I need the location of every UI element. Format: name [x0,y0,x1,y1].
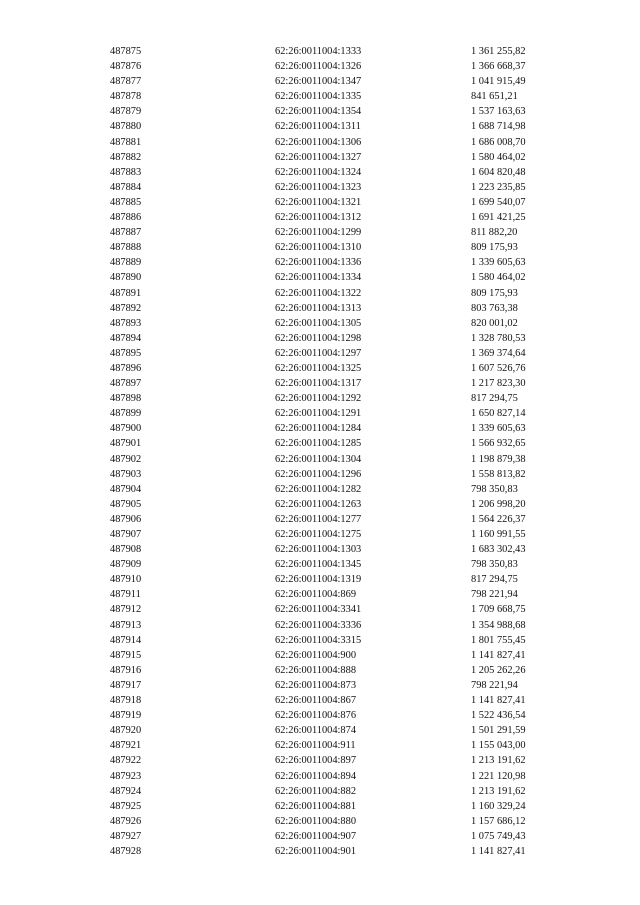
cadastral-number-cell: 62:26:0011004:907 [275,830,357,842]
cadastral-number-cell: 62:26:0011004:1291 [275,408,362,420]
cadastral-value-cell: 1 223 235,85 [471,181,526,193]
table-row [110,74,571,89]
record-number-cell: 487897 [110,378,142,390]
record-number-cell: 487883 [110,166,142,178]
table-row [110,467,571,482]
record-number-cell: 487902 [110,453,142,465]
record-number-cell: 487888 [110,242,142,254]
table-row [110,618,571,633]
cadastral-number-cell: 62:26:0011004:880 [275,815,357,827]
cadastral-value-cell: 1 607 526,76 [471,362,526,374]
cadastral-value-cell: 1 221 120,98 [471,770,526,782]
cadastral-number-cell: 62:26:0011004:867 [275,695,357,707]
record-number-cell: 487889 [110,257,142,269]
cadastral-number-cell: 62:26:0011004:1282 [275,483,362,495]
cadastral-number-cell: 62:26:0011004:873 [275,679,357,691]
table-row [110,89,571,104]
cadastral-value-cell: 809 175,93 [471,242,518,254]
table-row [110,225,571,240]
cadastral-number-cell: 62:26:0011004:1345 [275,559,362,571]
record-number-cell: 487923 [110,770,142,782]
record-number-cell: 487928 [110,845,142,857]
table-row [110,512,571,527]
table-row [110,663,571,678]
cadastral-number-cell: 62:26:0011004:3341 [275,604,362,616]
cadastral-number-cell: 62:26:0011004:1263 [275,498,362,510]
record-number-cell: 487877 [110,76,142,88]
record-number-cell: 487915 [110,649,142,661]
cadastral-number-cell: 62:26:0011004:881 [275,800,357,812]
cadastral-number-cell: 62:26:0011004:1325 [275,362,362,374]
cadastral-value-cell: 809 175,93 [471,287,518,299]
cadastral-value-cell: 1 537 163,63 [471,106,526,118]
cadastral-number-cell: 62:26:0011004:1354 [275,106,362,118]
record-number-cell: 487911 [110,589,141,601]
table-row [110,44,571,59]
cadastral-number-cell: 62:26:0011004:1285 [275,438,362,450]
record-number-cell: 487876 [110,61,142,73]
record-number-cell: 487920 [110,725,142,737]
cadastral-number-cell: 62:26:0011004:1333 [275,46,362,57]
cadastral-value-cell: 820 001,02 [471,317,518,329]
table-row [110,633,571,648]
record-number-cell: 487903 [110,468,142,480]
record-number-cell: 487922 [110,755,142,767]
cadastral-value-cell: 1 709 668,75 [471,604,526,616]
record-number-cell: 487907 [110,529,142,540]
cadastral-number-cell: 62:26:0011004:1310 [275,242,362,254]
cadastral-value-cell: 1 141 827,41 [471,845,526,857]
cadastral-value-cell: 1 558 813,82 [471,468,526,480]
table-row [110,542,571,557]
cadastral-number-cell: 62:26:0011004:1347 [275,76,362,88]
cadastral-value-cell: 1 041 915,49 [471,76,526,88]
table-row [110,255,571,270]
cadastral-number-cell: 62:26:0011004:1335 [275,91,362,103]
cadastral-number-cell: 62:26:0011004:1297 [275,347,362,359]
table-row [110,346,571,361]
cadastral-number-cell: 62:26:0011004:1322 [275,287,362,299]
record-number-cell: 487875 [110,46,142,57]
cadastral-number-cell: 62:26:0011004:1306 [275,136,362,148]
table-body [110,44,571,859]
table-row [110,331,571,346]
cadastral-value-cell: 1 217 823,30 [471,378,526,390]
record-number-cell: 487924 [110,785,142,797]
table-row [110,602,571,617]
table-row [110,814,571,829]
record-number-cell: 487904 [110,483,142,495]
table-row [110,482,571,497]
cadastral-number-cell: 62:26:0011004:1312 [275,212,362,224]
table-row [110,452,571,467]
cadastral-value-cell: 1 522 436,54 [471,710,526,722]
table-row [110,210,571,225]
record-number-cell: 487884 [110,181,142,193]
record-number-cell: 487880 [110,121,142,133]
cadastral-number-cell: 62:26:0011004:3315 [275,634,362,646]
table-row [110,135,571,150]
record-number-cell: 487905 [110,498,142,510]
cadastral-number-cell: 62:26:0011004:1305 [275,317,362,329]
cadastral-number-cell: 62:26:0011004:1323 [275,181,362,193]
table-row [110,557,571,572]
record-number-cell: 487895 [110,347,142,359]
cadastral-value-cell: 798 221,94 [471,589,518,601]
cadastral-value-cell: 1 604 820,48 [471,166,526,178]
cadastral-value-cell: 1 801 755,45 [471,634,526,646]
record-number-cell: 487890 [110,272,142,284]
cadastral-number-cell: 62:26:0011004:1298 [275,332,362,344]
cadastral-value-cell: 1 160 329,24 [471,800,526,812]
cadastral-number-cell: 62:26:0011004:1311 [275,121,361,133]
cadastral-value-cell: 1 691 421,25 [471,212,526,224]
cadastral-number-cell: 62:26:0011004:874 [275,725,357,737]
record-number-cell: 487878 [110,91,142,103]
record-number-cell: 487912 [110,604,142,616]
table-row [110,150,571,165]
cadastral-value-cell: 1 160 991,55 [471,529,526,540]
record-number-cell: 487918 [110,695,142,707]
table-row [110,769,571,784]
cadastral-value-cell: 1 354 988,68 [471,619,526,631]
table-row [110,753,571,768]
cadastral-number-cell: 62:26:0011004:1317 [275,378,362,390]
record-number-cell: 487926 [110,815,142,827]
record-number-cell: 487882 [110,151,142,163]
cadastral-value-cell: 1 683 302,43 [471,544,526,556]
cadastral-number-cell: 62:26:0011004:1313 [275,302,362,314]
table-row [110,119,571,134]
cadastral-value-cell: 1 580 464,02 [471,151,526,163]
table-row [110,693,571,708]
table-row [110,104,571,119]
cadastral-value-cell: 803 763,38 [471,302,518,314]
table-row [110,406,571,421]
table-row [110,723,571,738]
record-number-cell: 487898 [110,393,142,405]
record-number-cell: 487909 [110,559,142,571]
cadastral-value-cell: 1 075 749,43 [471,830,526,842]
record-number-cell: 487913 [110,619,142,631]
table-row [110,240,571,255]
record-number-cell: 487916 [110,664,142,676]
cadastral-number-cell: 62:26:0011004:894 [275,770,357,782]
table-row [110,708,571,723]
cadastral-number-cell: 62:26:0011004:1326 [275,61,362,73]
cadastral-value-cell: 1 699 540,07 [471,196,526,208]
record-number-cell: 487914 [110,634,142,646]
table-row [110,678,571,693]
table-row [110,270,571,285]
table-row [110,648,571,663]
cadastral-value-cell: 1 141 827,41 [471,649,526,661]
table-row [110,799,571,814]
table-row [110,286,571,301]
cadastral-value-cell: 811 882,20 [471,227,518,239]
record-number-cell: 487894 [110,332,142,344]
cadastral-number-cell: 62:26:0011004:1327 [275,151,362,163]
cadastral-value-cell: 1 339 605,63 [471,423,526,435]
cadastral-number-cell: 62:26:0011004:897 [275,755,357,767]
record-number-cell: 487908 [110,544,142,556]
table-row [110,587,571,602]
cadastral-number-cell: 62:26:0011004:1277 [275,513,362,525]
cadastral-number-cell: 62:26:0011004:1324 [275,166,362,178]
cadastral-value-cell: 841 651,21 [471,91,518,103]
cadastral-value-cell: 1 564 226,37 [471,513,526,525]
table-row [110,572,571,587]
cadastral-number-cell: 62:26:0011004:1304 [275,453,362,465]
table-row [110,180,571,195]
record-number-cell: 487917 [110,679,142,691]
table-row [110,165,571,180]
cadastral-number-cell: 62:26:0011004:1321 [275,196,362,208]
cadastral-number-cell: 62:26:0011004:1336 [275,257,362,269]
cadastral-value-cell: 1 205 262,26 [471,664,526,676]
cadastral-number-cell: 62:26:0011004:1292 [275,393,362,405]
cadastral-value-cell: 798 350,83 [471,559,518,571]
cadastral-number-cell: 62:26:0011004:869 [275,589,357,601]
table-row [110,527,571,542]
cadastral-number-cell: 62:26:0011004:1319 [275,574,362,586]
record-number-cell: 487901 [110,438,142,450]
cadastral-value-cell: 1 566 932,65 [471,438,526,450]
cadastral-value-cell: 1 157 686,12 [471,815,526,827]
cadastral-number-cell: 62:26:0011004:1334 [275,272,362,284]
cadastral-value-cell: 798 221,94 [471,679,518,691]
cadastral-value-cell: 1 688 714,98 [471,121,526,133]
table-row [110,497,571,512]
cadastral-value-cell: 817 294,75 [471,574,518,586]
cadastral-number-cell: 62:26:0011004:1275 [275,529,362,540]
record-number-cell: 487921 [110,740,142,752]
cadastral-value-cell: 1 141 827,41 [471,695,526,707]
cadastral-number-cell: 62:26:0011004:1284 [275,423,362,435]
cadastral-value-cell: 817 294,75 [471,393,518,405]
cadastral-value-cell: 1 369 374,64 [471,347,526,359]
table-row [110,421,571,436]
cadastral-value-cell: 1 213 191,62 [471,785,526,797]
table-row [110,829,571,844]
cadastral-number-cell: 62:26:0011004:882 [275,785,357,797]
cadastral-value-cell: 1 650 827,14 [471,408,526,420]
cadastral-value-table [110,44,571,859]
cadastral-value-cell: 1 501 291,59 [471,725,526,737]
record-number-cell: 487879 [110,106,142,118]
record-number-cell: 487881 [110,136,142,148]
cadastral-number-cell: 62:26:0011004:1303 [275,544,362,556]
record-number-cell: 487896 [110,362,142,374]
record-number-cell: 487887 [110,227,142,239]
cadastral-value-cell: 1 213 191,62 [471,755,526,767]
cadastral-number-cell: 62:26:0011004:1296 [275,468,362,480]
table-row [110,376,571,391]
cadastral-value-cell: 1 580 464,02 [471,272,526,284]
table-row [110,436,571,451]
record-number-cell: 487899 [110,408,142,420]
cadastral-value-cell: 798 350,83 [471,483,518,495]
cadastral-value-cell: 1 361 255,82 [471,46,526,57]
cadastral-value-cell: 1 206 998,20 [471,498,526,510]
table-row [110,59,571,74]
cadastral-value-cell: 1 198 879,38 [471,453,526,465]
record-number-cell: 487910 [110,574,142,586]
cadastral-number-cell: 62:26:0011004:901 [275,845,357,857]
cadastral-value-cell: 1 155 043,00 [471,740,526,752]
record-number-cell: 487892 [110,302,142,314]
cadastral-number-cell: 62:26:0011004:900 [275,649,357,661]
cadastral-number-cell: 62:26:0011004:3336 [275,619,362,631]
cadastral-value-cell: 1 339 605,63 [471,257,526,269]
cadastral-number-cell: 62:26:0011004:876 [275,710,357,722]
record-number-cell: 487893 [110,317,142,329]
record-number-cell: 487885 [110,196,142,208]
cadastral-value-cell: 1 328 780,53 [471,332,526,344]
cadastral-number-cell: 62:26:0011004:911 [275,740,356,752]
record-number-cell: 487906 [110,513,142,525]
record-number-cell: 487900 [110,423,142,435]
table-row [110,391,571,406]
table-row [110,195,571,210]
cadastral-value-cell: 1 686 008,70 [471,136,526,148]
table-row [110,738,571,753]
table-row [110,844,571,859]
record-number-cell: 487886 [110,212,142,224]
record-number-cell: 487919 [110,710,142,722]
cadastral-value-cell: 1 366 668,37 [471,61,526,73]
record-number-cell: 487891 [110,287,142,299]
table-row [110,301,571,316]
cadastral-number-cell: 62:26:0011004:888 [275,664,357,676]
record-number-cell: 487927 [110,830,142,842]
cadastral-number-cell: 62:26:0011004:1299 [275,227,362,239]
table-row [110,784,571,799]
table-row [110,316,571,331]
table-row [110,361,571,376]
record-number-cell: 487925 [110,800,142,812]
